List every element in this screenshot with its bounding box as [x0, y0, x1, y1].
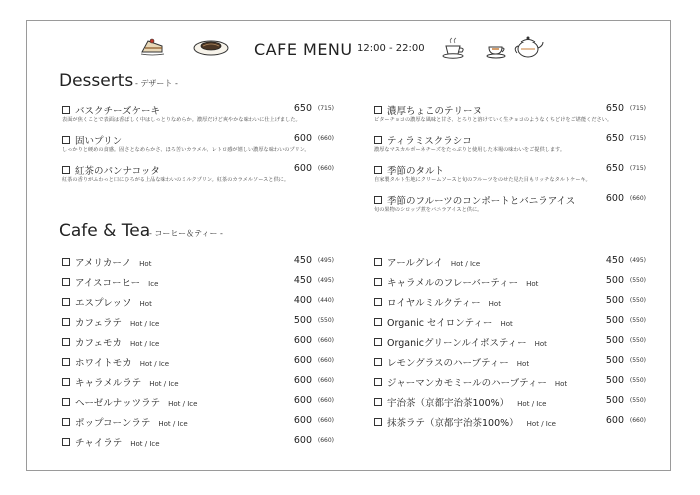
hot-ice-label: Hot [534, 340, 547, 348]
item-price: 600 [293, 133, 312, 144]
hot-ice-label: Hot / Ice [526, 420, 556, 428]
tart-plate-icon [192, 37, 230, 57]
menu-item [374, 295, 646, 315]
item-tax-price: (550) [629, 377, 646, 384]
item-price: 500 [605, 375, 624, 386]
menu-item [62, 335, 334, 355]
item-price: 500 [605, 335, 624, 346]
item-tax-price: (715) [629, 165, 646, 172]
hot-ice-label: Hot / Ice [149, 380, 179, 388]
item-description: ビターチョコの濃厚な風味と甘さ、とろりと溶けていく生チョコのようなくちどけをご堪能ください。 [374, 117, 613, 123]
menu-item [374, 375, 646, 395]
item-price: 600 [293, 335, 312, 346]
menu-item [62, 315, 334, 335]
desserts-right-column [374, 103, 646, 223]
checkbox-icon [62, 258, 70, 266]
item-tax-price: (660) [317, 437, 334, 444]
checkbox-icon [62, 166, 70, 174]
item-price: 450 [605, 255, 624, 266]
item-name: 濃厚ちょこのテリーヌ [387, 106, 483, 117]
desserts-heading: Desserts [59, 71, 134, 91]
item-tax-price: (440) [317, 297, 334, 304]
checkbox-icon [62, 318, 70, 326]
item-price: 600 [293, 355, 312, 366]
checkbox-icon [374, 278, 382, 286]
item-name: ジャーマンカモミールのハーブティー Hot [387, 378, 568, 389]
opening-hours: 12:00 - 22:00 [357, 43, 425, 54]
coffee-cup-icon [440, 36, 468, 60]
menu-item [374, 163, 646, 183]
checkbox-icon [62, 106, 70, 114]
cafe-right-column [374, 255, 646, 435]
checkbox-icon [374, 136, 382, 144]
checkbox-icon [62, 358, 70, 366]
item-name: 固いプリン [75, 136, 123, 147]
hot-ice-label: Hot / Ice [517, 400, 547, 408]
hot-ice-label: Hot [526, 280, 539, 288]
item-tax-price: (660) [629, 417, 646, 424]
menu-item [62, 395, 334, 415]
item-name: 季節のフルーツのコンポートとバニラアイス [387, 196, 576, 207]
checkbox-icon [62, 418, 70, 426]
hot-ice-label: Hot / Ice [139, 360, 170, 368]
menu-item [62, 163, 334, 183]
item-name: エスプレッソ Hot [75, 298, 152, 309]
item-tax-price: (660) [317, 397, 334, 404]
item-price: 650 [605, 103, 624, 114]
item-price: 600 [605, 415, 624, 426]
item-tax-price: (550) [629, 297, 646, 304]
item-tax-price: (660) [317, 135, 334, 142]
item-price: 600 [293, 163, 312, 174]
item-tax-price: (715) [629, 105, 646, 112]
item-tax-price: (550) [629, 397, 646, 404]
item-price: 600 [293, 395, 312, 406]
item-tax-price: (495) [317, 257, 334, 264]
item-name: 抹茶ラテ（京都宇治茶100%） Hot / Ice [387, 418, 556, 429]
menu-item [374, 133, 646, 153]
teapot-icon [511, 34, 545, 60]
hot-ice-label: Hot / Ice [158, 420, 188, 428]
cafe-subheading: - コーヒー＆ティー - [149, 229, 223, 238]
item-tax-price: (660) [317, 337, 334, 344]
menu-item [62, 255, 334, 275]
menu-title: CAFE MENU [254, 40, 353, 59]
checkbox-icon [374, 258, 382, 266]
hot-ice-label: Hot / Ice [130, 340, 160, 348]
checkbox-icon [374, 298, 382, 306]
menu-item [374, 315, 646, 335]
item-tax-price: (550) [629, 317, 646, 324]
item-tax-price: (550) [629, 277, 646, 284]
checkbox-icon [374, 196, 382, 204]
checkbox-icon [62, 136, 70, 144]
menu-item [62, 355, 334, 375]
checkbox-icon [374, 318, 382, 326]
menu-item [62, 103, 334, 123]
item-price: 650 [605, 163, 624, 174]
checkbox-icon [62, 278, 70, 286]
hot-ice-label: Hot [516, 360, 530, 368]
item-name: 宇治茶（京都宇治茶100%） Hot / Ice [387, 398, 547, 409]
checkbox-icon [374, 358, 382, 366]
checkbox-icon [374, 378, 382, 386]
menu-item [374, 255, 646, 275]
item-tax-price: (660) [629, 195, 646, 202]
item-name: バスクチーズケーキ [75, 106, 161, 117]
checkbox-icon [62, 438, 70, 446]
item-name: カフェラテ Hot / Ice [75, 318, 160, 329]
cake-slice-icon [140, 37, 166, 57]
item-price: 650 [293, 103, 312, 114]
item-description: 濃厚なマスカルポーネチーズをたっぷりと使用した本場の味わいをご提供します。 [374, 147, 566, 153]
item-tax-price: (660) [317, 417, 334, 424]
hot-ice-label: Ice [148, 280, 159, 288]
item-price: 500 [605, 275, 624, 286]
hot-ice-label: Hot / Ice [450, 260, 481, 268]
item-price: 450 [293, 255, 312, 266]
item-description: 紅茶の香りがふわっと口にひろがる上品な味わいのミルクプリン。紅茶のカラメルソースと供に。 [62, 177, 290, 183]
hot-ice-label: Hot / Ice [130, 320, 160, 328]
item-name: アイスコーヒー Ice [75, 278, 159, 289]
cafe-heading: Cafe & Tea [59, 221, 151, 241]
menu-item [374, 335, 646, 355]
item-price: 500 [605, 315, 624, 326]
teacup-icon [486, 42, 508, 60]
menu-item [374, 355, 646, 375]
hot-ice-label: Hot [488, 300, 501, 308]
item-tax-price: (495) [629, 257, 646, 264]
item-name: キャラメルのフレーバーティー Hot [387, 278, 539, 289]
checkbox-icon [62, 338, 70, 346]
desserts-left-column [62, 103, 334, 193]
item-tax-price: (660) [317, 377, 334, 384]
hot-ice-label: Hot / Ice [130, 440, 160, 448]
menu-item [62, 415, 334, 435]
item-price: 650 [605, 133, 624, 144]
menu-item [374, 395, 646, 415]
item-price: 600 [293, 415, 312, 426]
item-name: チャイラテ Hot / Ice [75, 438, 160, 449]
checkbox-icon [374, 338, 382, 346]
item-name: アメリカーノ Hot [75, 258, 152, 269]
item-name: Organicグリーンルイボスティー Hot [387, 338, 547, 349]
checkbox-icon [62, 378, 70, 386]
item-description: 自家製タルト生地にクリームソースと旬のフルーツをのせた見た目もリッチなタルトケーキ。 [374, 177, 591, 183]
item-name: ロイヤルミルクティー Hot [387, 298, 501, 309]
item-name: 季節のタルト [387, 166, 445, 177]
item-price: 600 [605, 193, 624, 204]
item-description: しっかりと硬めの食感。固さとなめらかさ、ほろ苦いカラメル、レトロ感が嬉しい濃厚な味わいのプリン。 [62, 147, 310, 153]
item-name: 紅茶のパンナコッタ [75, 166, 160, 177]
checkbox-icon [374, 106, 382, 114]
item-price: 450 [293, 275, 312, 286]
item-tax-price: (550) [317, 317, 334, 324]
item-name: ホワイトモカ Hot / Ice [75, 358, 170, 369]
menu-item [62, 275, 334, 295]
cafe-left-column [62, 255, 334, 455]
menu-item [62, 133, 334, 153]
menu-item [374, 103, 646, 123]
item-name: レモングラスのハーブティー Hot [387, 358, 530, 369]
item-price: 500 [605, 395, 624, 406]
item-tax-price: (715) [317, 105, 334, 112]
checkbox-icon [374, 418, 382, 426]
item-price: 500 [605, 355, 624, 366]
item-name: キャラメルラテ Hot / Ice [75, 378, 179, 389]
checkbox-icon [374, 166, 382, 174]
menu-item [374, 193, 646, 213]
item-tax-price: (495) [317, 277, 334, 284]
item-tax-price: (660) [317, 165, 334, 172]
menu-item [374, 275, 646, 295]
hot-ice-label: Hot [139, 260, 152, 268]
item-price: 600 [293, 435, 312, 446]
item-price: 500 [293, 315, 312, 326]
menu-item [62, 375, 334, 395]
item-price: 500 [605, 295, 624, 306]
hot-ice-label: Hot [500, 320, 513, 328]
item-name: ポップコーンラテ Hot / Ice [75, 418, 188, 429]
menu-item [374, 415, 646, 435]
item-price: 400 [293, 295, 312, 306]
item-description: 旬の果物のシロップ煮をバニラアイスと供に。 [374, 207, 483, 213]
checkbox-icon [62, 398, 70, 406]
item-tax-price: (715) [629, 135, 646, 142]
menu-item [62, 435, 334, 455]
item-name: ティラミスクラシコ [387, 136, 472, 147]
item-tax-price: (550) [629, 337, 646, 344]
hot-ice-label: Hot / Ice [168, 400, 198, 408]
desserts-subheading: - デザート - [135, 79, 178, 88]
checkbox-icon [374, 398, 382, 406]
item-name: Organic セイロンティー Hot [387, 318, 513, 329]
item-description: 表面が焦くことで表面は香ばしく中はしっとりなめらか。濃厚だけど爽やかな味わいに仕上げました。 [62, 117, 301, 123]
item-price: 600 [293, 375, 312, 386]
menu-item [62, 295, 334, 315]
item-tax-price: (550) [629, 357, 646, 364]
checkbox-icon [62, 298, 70, 306]
item-name: アールグレイ Hot / Ice [387, 258, 481, 269]
hot-ice-label: Hot [139, 300, 152, 308]
item-name: カフェモカ Hot / Ice [75, 338, 160, 349]
item-name: ヘーゼルナッツラテ Hot / Ice [75, 398, 198, 409]
hot-ice-label: Hot [554, 380, 568, 388]
item-tax-price: (660) [317, 357, 334, 364]
